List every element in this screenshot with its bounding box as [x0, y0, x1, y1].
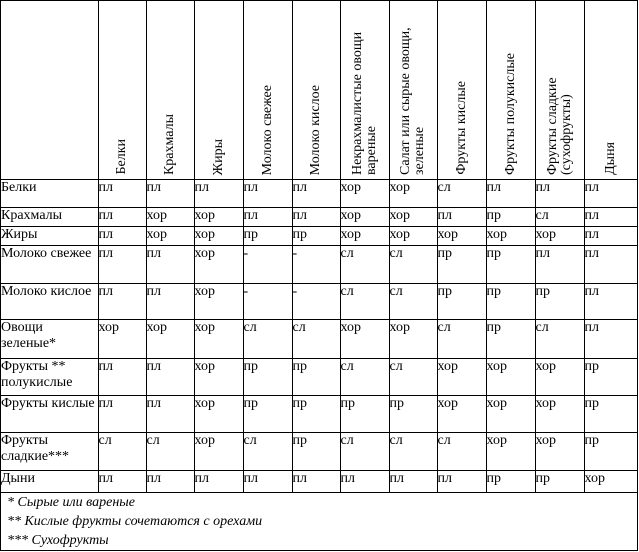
table-row: [1, 320, 638, 359]
table-cell: пл: [486, 180, 535, 208]
table-cell: хор: [437, 227, 486, 246]
table-cell: пр: [437, 246, 486, 284]
column-header-label: Фрукты кислые: [453, 81, 469, 175]
table-cell: пл: [98, 284, 146, 320]
table-cell: хор: [389, 320, 437, 359]
table-cell: хор: [535, 227, 584, 246]
footnote: ** Кислые фрукты сочетаются с орехами: [7, 514, 263, 529]
column-header: [98, 1, 146, 180]
table-cell: сл: [389, 284, 437, 320]
table-cell: хор: [340, 180, 389, 208]
table-cell: пл: [98, 208, 146, 227]
column-header-label: Дыня: [603, 142, 619, 175]
table-cell: пл: [243, 471, 292, 493]
table-cell: сл: [389, 246, 437, 284]
column-header-label: Некрахмалистые овощи вареные: [349, 31, 379, 175]
column-header-label: Фрукты сладкие (сухофрукты): [544, 77, 574, 175]
table-cell: хор: [194, 227, 243, 246]
column-header: [535, 1, 584, 180]
table-cell: пр: [292, 227, 340, 246]
table-cell: -: [292, 284, 340, 320]
table-cell: пл: [292, 180, 340, 208]
table-cell: сл: [340, 433, 389, 471]
table-cell: пр: [486, 246, 535, 284]
table-cell: -: [243, 284, 292, 320]
table-cell: сл: [437, 180, 486, 208]
table-cell: хор: [340, 227, 389, 246]
table-cell: хор: [194, 396, 243, 433]
table-cell: пл: [584, 180, 638, 208]
table-cell: пр: [486, 320, 535, 359]
column-header: [340, 1, 389, 180]
table-cell: пл: [146, 246, 194, 284]
column-header: [584, 1, 638, 180]
table-cell: пр: [584, 396, 638, 433]
table-cell: хор: [437, 359, 486, 396]
table-row: [1, 396, 638, 433]
row-label: Белки: [1, 180, 98, 208]
table-cell: сл: [389, 359, 437, 396]
table-row: [1, 180, 638, 208]
row-label: Жиры: [1, 227, 98, 246]
column-header: [292, 1, 340, 180]
table-cell: пр: [243, 359, 292, 396]
table-cell: сл: [146, 433, 194, 471]
table-cell: пл: [98, 396, 146, 433]
footnote: *** Сухофрукты: [7, 533, 109, 548]
column-header: [146, 1, 194, 180]
table-cell: пл: [98, 180, 146, 208]
table-cell: пр: [437, 284, 486, 320]
table-cell: пл: [292, 208, 340, 227]
row-label: Дыни: [1, 471, 98, 493]
table-cell: хор: [194, 208, 243, 227]
table-cell: пр: [535, 471, 584, 493]
row-label: Фрукты кислые: [1, 396, 98, 433]
column-header: [194, 1, 243, 180]
table-cell: сл: [340, 284, 389, 320]
table-row: [1, 284, 638, 320]
table-cell: хор: [146, 208, 194, 227]
table-cell: хор: [437, 396, 486, 433]
row-label: Фрукты сладкие***: [1, 433, 98, 471]
table-cell: хор: [486, 396, 535, 433]
column-header: [389, 1, 437, 180]
table-cell: сл: [292, 320, 340, 359]
table-cell: пл: [98, 359, 146, 396]
header-row: [1, 1, 638, 180]
table-cell: пл: [535, 180, 584, 208]
table-cell: пл: [584, 227, 638, 246]
footnote: * Сырые или вареные: [7, 495, 135, 510]
table-cell: пл: [146, 359, 194, 396]
table-row: [1, 246, 638, 284]
table-cell: пр: [292, 396, 340, 433]
table-cell: сл: [535, 208, 584, 227]
table-cell: сл: [437, 320, 486, 359]
row-label: Овощи зеленые*: [1, 320, 98, 359]
table-cell: хор: [194, 246, 243, 284]
table-cell: пл: [584, 320, 638, 359]
column-header: [437, 1, 486, 180]
table-cell: хор: [389, 227, 437, 246]
table-cell: сл: [389, 433, 437, 471]
table-cell: хор: [340, 208, 389, 227]
table-cell: сл: [340, 359, 389, 396]
table-cell: пл: [146, 471, 194, 493]
table-cell: пл: [292, 471, 340, 493]
table-cell: хор: [486, 433, 535, 471]
corner-cell: [1, 1, 98, 180]
table-cell: хор: [146, 227, 194, 246]
table-cell: сл: [340, 246, 389, 284]
table-cell: пл: [535, 246, 584, 284]
table-cell: хор: [535, 433, 584, 471]
table-cell: сл: [437, 433, 486, 471]
table-cell: пр: [292, 433, 340, 471]
table-row: [1, 433, 638, 471]
table-cell: пл: [243, 180, 292, 208]
table-cell: хор: [194, 320, 243, 359]
table-row: [1, 359, 638, 396]
column-header-label: Крахмалы: [162, 113, 177, 175]
table-cell: пл: [194, 180, 243, 208]
table-cell: пл: [584, 208, 638, 227]
column-header-label: Жиры: [210, 138, 226, 175]
food-combination-table: [1, 1, 638, 493]
table-cell: пл: [584, 284, 638, 320]
table-cell: пл: [194, 471, 243, 493]
row-label: Молоко свежее: [1, 246, 98, 284]
table-cell: пр: [243, 227, 292, 246]
table-cell: пр: [535, 284, 584, 320]
table-cell: пр: [340, 396, 389, 433]
table-cell: пр: [243, 396, 292, 433]
row-label: Молоко кислое: [1, 284, 98, 320]
table-cell: хор: [146, 320, 194, 359]
table-cell: сл: [243, 320, 292, 359]
column-header-label: Молоко свежее: [259, 84, 275, 175]
column-header-label: Салат или сырые овощи, зеленые: [398, 27, 427, 175]
table-cell: пл: [389, 471, 437, 493]
table-cell: пр: [292, 359, 340, 396]
table-cell: пл: [98, 471, 146, 493]
table-cell: пр: [486, 208, 535, 227]
table-cell: пл: [146, 180, 194, 208]
table-cell: пл: [146, 396, 194, 433]
column-header-label: Молоко кислое: [308, 84, 323, 175]
table-cell: -: [243, 246, 292, 284]
column-header-label: Белки: [114, 139, 129, 175]
table-cell: хор: [535, 396, 584, 433]
table-cell: хор: [194, 433, 243, 471]
table-cell: хор: [584, 471, 638, 493]
column-header: [243, 1, 292, 180]
table-cell: пр: [486, 471, 535, 493]
table-cell: сл: [535, 320, 584, 359]
table-cell: -: [292, 246, 340, 284]
table-row: [1, 471, 638, 493]
column-header-label: Фрукты полукислые: [502, 53, 518, 175]
table-row: [1, 227, 638, 246]
table-cell: пл: [437, 208, 486, 227]
row-label: Крахмалы: [1, 208, 98, 227]
table-cell: пл: [584, 246, 638, 284]
table-row: [1, 208, 638, 227]
row-label: Фрукты ** полукислые: [1, 359, 98, 396]
table-cell: хор: [486, 359, 535, 396]
table-cell: пр: [584, 433, 638, 471]
table-cell: хор: [389, 180, 437, 208]
table-cell: пр: [389, 396, 437, 433]
table-cell: хор: [98, 320, 146, 359]
table-cell: хор: [389, 208, 437, 227]
table-cell: хор: [535, 359, 584, 396]
table-cell: пл: [146, 284, 194, 320]
table-cell: сл: [243, 433, 292, 471]
table-cell: пл: [243, 208, 292, 227]
table-cell: пл: [340, 471, 389, 493]
footnotes: [7, 493, 627, 550]
table-cell: хор: [486, 227, 535, 246]
table-cell: пр: [486, 284, 535, 320]
table-cell: хор: [340, 320, 389, 359]
table-cell: сл: [98, 433, 146, 471]
table-cell: пл: [98, 246, 146, 284]
table-cell: пр: [584, 359, 638, 396]
table-cell: хор: [194, 359, 243, 396]
table-cell: хор: [194, 284, 243, 320]
column-header: [486, 1, 535, 180]
table-cell: пл: [437, 471, 486, 493]
table-cell: пл: [98, 227, 146, 246]
